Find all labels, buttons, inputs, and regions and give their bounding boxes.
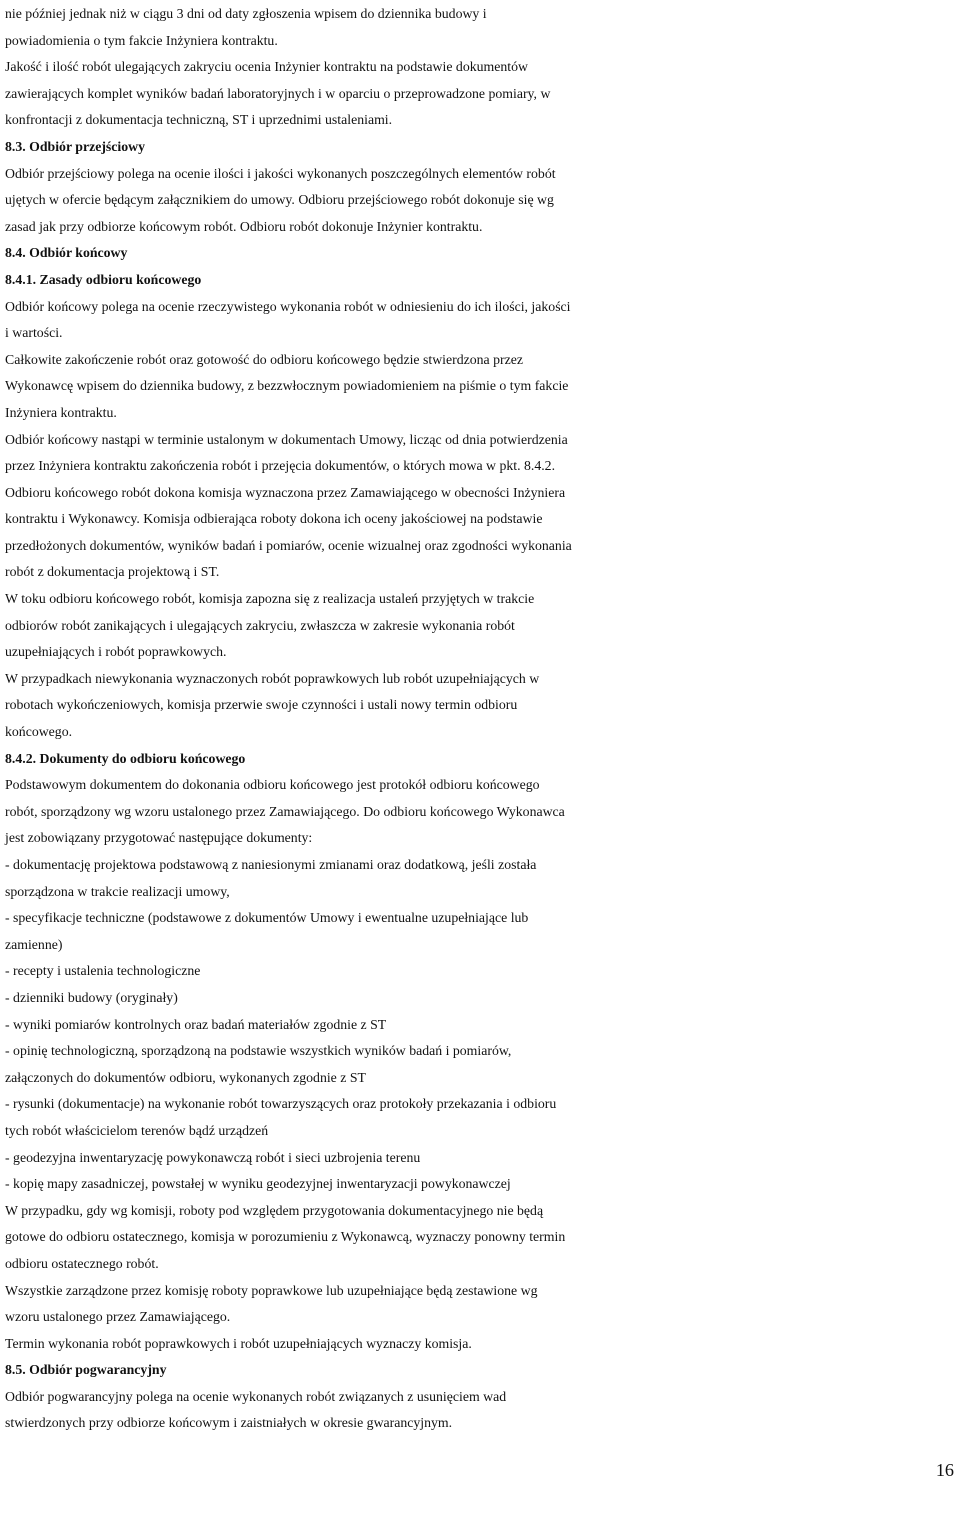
text-line: - wyniki pomiarów kontrolnych oraz badań materiałów zgodnie z ST xyxy=(5,1016,387,1032)
section-heading: 8.4.1. Zasady odbioru końcowego xyxy=(5,271,202,287)
text-line: Inżyniera kontraktu. xyxy=(5,404,117,420)
text-line: robót, sporządzony wg wzoru ustalonego przez Zamawiającego. Do odbioru końcowego Wykonawca xyxy=(5,803,565,819)
text-line: kontraktu i Wykonawcy. Komisja odbierająca roboty dokona ich oceny jakościowej na podstawie xyxy=(5,511,543,527)
text-line: Odbiór przejściowy polega na ocenie ilości i jakości wykonanych poszczególnych elementów robót xyxy=(5,165,556,181)
text-line: Całkowite zakończenie robót oraz gotowość do odbioru końcowego będzie stwierdzona przez xyxy=(5,351,523,367)
text-line: Jakość i ilość robót ulegających zakryciu ocenia Inżynier kontraktu na podstawie dokumentów xyxy=(5,59,528,75)
text-line: robotach wykończeniowych, komisja przerwie swoje czynności i ustali nowy termin odbioru xyxy=(5,697,518,713)
text-line: stwierdzonych przy odbiorze końcowym i zaistniałych w okresie gwarancyjnym. xyxy=(5,1415,453,1431)
text-line: Odbioru końcowego robót dokona komisja wyznaczona przez Zamawiającego w obecności Inżyniera xyxy=(5,484,566,500)
text-line: Wszystkie zarządzone przez komisję roboty poprawkowe lub uzupełniające będą zestawione wg xyxy=(5,1282,538,1298)
text-line: i wartości. xyxy=(5,325,63,341)
text-line: Termin wykonania robót poprawkowych i robót uzupełniających wyznaczy komisja. xyxy=(5,1335,472,1351)
text-line: ujętych w ofercie będącym załącznikiem do umowy. Odbioru przejściowego robót dokonuje się wg xyxy=(5,192,554,208)
text-line: robót z dokumentacja projektową i ST. xyxy=(5,564,220,580)
text-line: załączonych do dokumentów odbioru, wykonanych zgodnie z ST xyxy=(5,1069,366,1085)
text-line: konfrontacji z dokumentacja techniczną, ST i uprzednimi ustaleniami. xyxy=(5,112,393,128)
text-line: przedłożonych dokumentów, wyników badań i pomiarów, ocenie wizualnej oraz zgodności wykonania xyxy=(5,537,572,553)
text-line: W toku odbioru końcowego robót, komisja zapozna się z realizacja ustaleń przyjętych w trakcie xyxy=(5,591,535,607)
section-heading: 8.4.2. Dokumenty do odbioru końcowego xyxy=(5,750,246,766)
text-line: zawierających komplet wyników badań laboratoryjnych i w oparciu o przeprowadzone pomiary, w xyxy=(5,85,551,101)
text-line: jest zobowiązany przygotować następujące dokumenty: xyxy=(5,830,313,846)
text-line: Wykonawcę wpisem do dziennika budowy, z bezzwłocznym powiadomieniem na piśmie o tym fakcie xyxy=(5,378,569,394)
text-line: końcowego. xyxy=(5,724,73,740)
text-line: odbioru ostatecznego robót. xyxy=(5,1255,159,1271)
section-heading: 8.4. Odbiór końcowy xyxy=(5,245,128,261)
text-line: W przypadku, gdy wg komisji, roboty pod względem przygotowania dokumentacyjnego nie będą xyxy=(5,1202,544,1218)
text-line: W przypadkach niewykonania wyznaczonych robót poprawkowych lub robót uzupełniających w xyxy=(5,670,540,686)
text-line: - geodezyjna inwentaryzację powykonawczą robót i sieci uzbrojenia terenu xyxy=(5,1149,421,1165)
text-line: - opinię technologiczną, sporządzoną na podstawie wszystkich wyników badań i pomiarów, xyxy=(5,1043,512,1059)
page-number: 16 xyxy=(935,1460,954,1480)
section-heading: 8.3. Odbiór przejściowy xyxy=(5,138,146,154)
text-line: - kopię mapy zasadniczej, powstałej w wyniku geodezyjnej inwentaryzacji powykonawczej xyxy=(5,1176,511,1192)
text-line: gotowe do odbioru ostatecznego, komisja w porozumieniu z Wykonawcą, wyznaczy ponowny termin xyxy=(5,1229,566,1245)
text-line: przez Inżyniera kontraktu zakończenia robót i przejęcia dokumentów, o których mowa w pkt. 8.4.2. xyxy=(5,458,556,474)
text-line: - dzienniki budowy (oryginały) xyxy=(5,989,178,1005)
text-line: powiadomienia o tym fakcie Inżyniera kontraktu. xyxy=(5,32,278,48)
text-line: - recepty i ustalenia technologiczne xyxy=(5,963,201,979)
section-heading: 8.5. Odbiór pogwarancyjny xyxy=(5,1362,167,1378)
text-line: - specyfikacje techniczne (podstawowe z dokumentów Umowy i ewentualne uzupełniające lub xyxy=(5,910,529,926)
text-line: Podstawowym dokumentem do dokonania odbioru końcowego jest protokół odbioru końcowego xyxy=(5,777,540,793)
text-line: zamienne) xyxy=(5,936,63,952)
text-line: Odbiór pogwarancyjny polega na ocenie wykonanych robót związanych z usunięciem wad xyxy=(5,1388,507,1404)
text-line: wzoru ustalonego przez Zamawiającego. xyxy=(5,1309,231,1325)
document-body xyxy=(5,1,958,1437)
text-line: Odbiór końcowy nastąpi w terminie ustalonym w dokumentach Umowy, licząc od dnia potwierdzenia xyxy=(5,431,568,447)
text-line: zasad jak przy odbiorze końcowym robót. Odbioru robót dokonuje Inżynier kontraktu. xyxy=(5,218,483,234)
text-line: - rysunki (dokumentacje) na wykonanie robót towarzyszących oraz protokoły przekazania i odbioru xyxy=(5,1096,557,1112)
text-line: sporządzona w trakcie realizacji umowy, xyxy=(5,883,230,899)
text-line: odbiorów robót zanikających i ulegających zakryciu, zwłaszcza w zakresie wykonania robót xyxy=(5,617,515,633)
text-line: nie później jednak niż w ciągu 3 dni od daty zgłoszenia wpisem do dziennika budowy i xyxy=(5,6,487,21)
text-line: Odbiór końcowy polega na ocenie rzeczywistego wykonania robót w odniesieniu do ich ilości, jakości xyxy=(5,298,571,314)
text-line: tych robót właścicielom terenów bądź urządzeń xyxy=(5,1122,269,1138)
text-line: - dokumentację projektowa podstawową z naniesionymi zmianami oraz dodatkową, jeśli została xyxy=(5,857,537,872)
text-line: uzupełniających i robót poprawkowych. xyxy=(5,644,227,660)
